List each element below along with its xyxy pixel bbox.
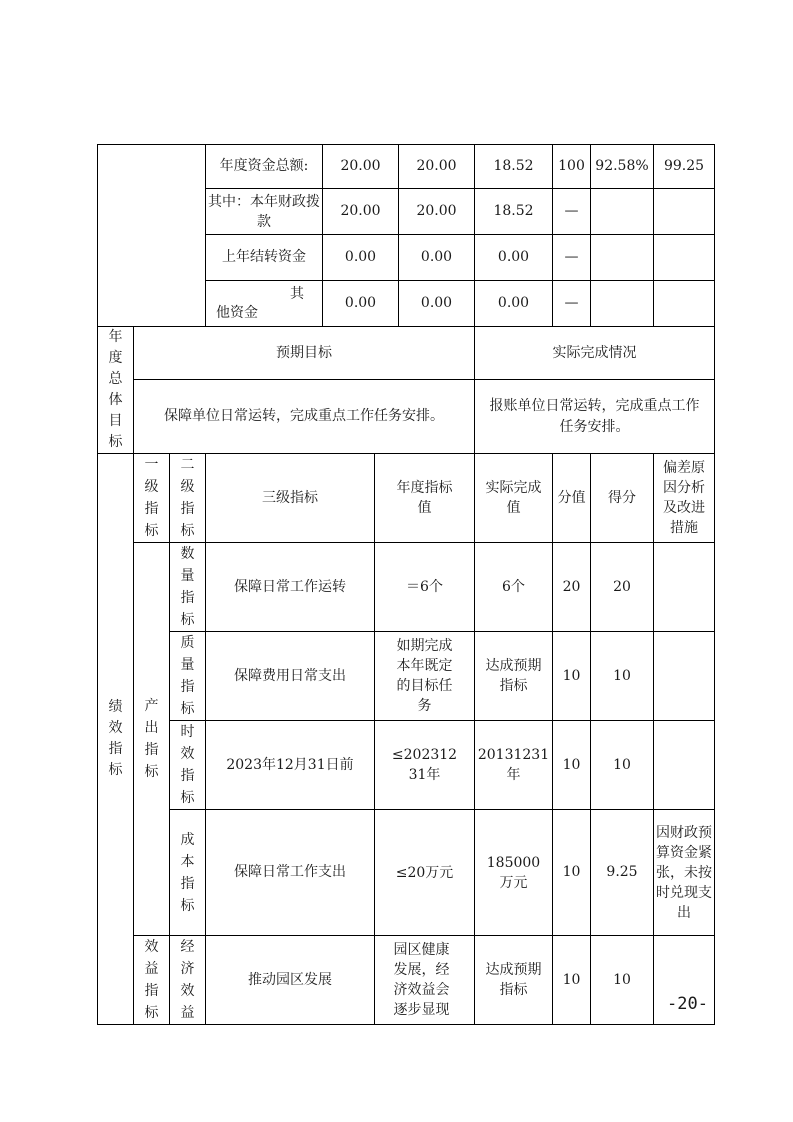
page-number: -20-: [667, 994, 708, 1014]
funds-rate: [591, 189, 654, 235]
actual-header: 实际完成情况: [475, 327, 715, 380]
deviation-cell: 因财政预算资金紧张，未按时兑现支出: [654, 810, 715, 936]
expected-text: 保障单位日常运转，完成重点工作任务安排。: [134, 380, 475, 454]
header-level1: 一级指标: [134, 454, 170, 543]
funds-adjusted: 20.00: [399, 145, 475, 189]
actual-cell: 达成预期指标: [475, 936, 553, 1025]
header-actual: 实际完成值: [475, 454, 553, 543]
funds-plan: 0.00: [323, 235, 399, 281]
funds-blank-cell: [98, 145, 206, 327]
funds-score: [654, 189, 715, 235]
funds-adjusted: 0.00: [399, 281, 475, 327]
target-cell: ≤20231231年: [375, 721, 475, 810]
deviation-cell: [654, 632, 715, 721]
weight-cell: 20: [553, 543, 591, 632]
perf-row: [98, 810, 715, 936]
funds-weight: —: [553, 189, 591, 235]
funds-executed: 0.00: [475, 235, 553, 281]
performance-evaluation-table: [97, 144, 715, 1025]
funds-plan: 0.00: [323, 281, 399, 327]
funds-label: 年度资金总额:: [206, 145, 323, 189]
deviation-cell: [654, 721, 715, 810]
funds-rate: [591, 281, 654, 327]
benefit-label: 效益指标: [134, 936, 170, 1025]
level3-cell: 推动园区发展: [206, 936, 375, 1025]
target-cell: 园区健康发展，经济效益会逐步显现: [375, 936, 475, 1025]
perf-row: [98, 632, 715, 721]
funds-weight: —: [553, 281, 591, 327]
level2-cell: 经济效益: [170, 936, 206, 1025]
actual-text: 报账单位日常运转，完成重点工作任务安排。: [475, 380, 715, 454]
actual-cell: 185000万元: [475, 810, 553, 936]
level3-cell: 保障日常工作运转: [206, 543, 375, 632]
funds-executed: 18.52: [475, 189, 553, 235]
level2-cell: 数量指标: [170, 543, 206, 632]
funds-weight: —: [553, 235, 591, 281]
perf-side-label: 绩效指标: [98, 454, 134, 1025]
weight-cell: 10: [553, 721, 591, 810]
weight-cell: 10: [553, 936, 591, 1025]
perf-row: [98, 543, 715, 632]
actual-cell: 6个: [475, 543, 553, 632]
overall-side-label: 年度总体目标: [98, 327, 134, 454]
actual-cell: 20131231年: [475, 721, 553, 810]
target-cell: ≤20万元: [375, 810, 475, 936]
funds-label: 上年结转资金: [206, 235, 323, 281]
level3-cell: 保障费用日常支出: [206, 632, 375, 721]
expected-header: 预期目标: [134, 327, 475, 380]
header-level2: 二级指标: [170, 454, 206, 543]
funds-adjusted: 20.00: [399, 189, 475, 235]
funds-adjusted: 0.00: [399, 235, 475, 281]
level2-cell: 时效指标: [170, 721, 206, 810]
funds-score: 99.25: [654, 145, 715, 189]
perf-header-row: [98, 454, 715, 543]
score-cell: 9.25: [591, 810, 654, 936]
perf-row: [98, 936, 715, 1025]
header-deviation: 偏差原因分析及改进措施: [654, 454, 715, 543]
actual-cell: 达成预期指标: [475, 632, 553, 721]
funds-row-total: [98, 145, 715, 189]
score-cell: 10: [591, 936, 654, 1025]
funds-rate: 92.58%: [591, 145, 654, 189]
output-label: 产出指标: [134, 543, 170, 936]
funds-plan: 20.00: [323, 189, 399, 235]
level3-cell: 2023年12月31日前: [206, 721, 375, 810]
funds-executed: 18.52: [475, 145, 553, 189]
header-level3: 三级指标: [206, 454, 375, 543]
overall-content-row: [98, 380, 715, 454]
weight-cell: 10: [553, 810, 591, 936]
funds-weight: 100: [553, 145, 591, 189]
funds-executed: 0.00: [475, 281, 553, 327]
funds-score: [654, 235, 715, 281]
funds-rate: [591, 235, 654, 281]
score-cell: 10: [591, 632, 654, 721]
funds-label: 其中：本年财政拨款: [206, 189, 323, 235]
header-target: 年度指标值: [375, 454, 475, 543]
weight-cell: 10: [553, 632, 591, 721]
level3-cell: 保障日常工作支出: [206, 810, 375, 936]
overall-header-row: [98, 327, 715, 380]
perf-row: [98, 721, 715, 810]
funds-score: [654, 281, 715, 327]
header-weight: 分值: [553, 454, 591, 543]
score-cell: 20: [591, 543, 654, 632]
funds-label: 其 他资金: [206, 281, 323, 327]
target-cell: ＝6个: [375, 543, 475, 632]
header-score: 得分: [591, 454, 654, 543]
level2-cell: 质量指标: [170, 632, 206, 721]
deviation-cell: [654, 543, 715, 632]
level2-cell: 成本指标: [170, 810, 206, 936]
funds-plan: 20.00: [323, 145, 399, 189]
score-cell: 10: [591, 721, 654, 810]
target-cell: 如期完成本年既定的目标任务: [375, 632, 475, 721]
